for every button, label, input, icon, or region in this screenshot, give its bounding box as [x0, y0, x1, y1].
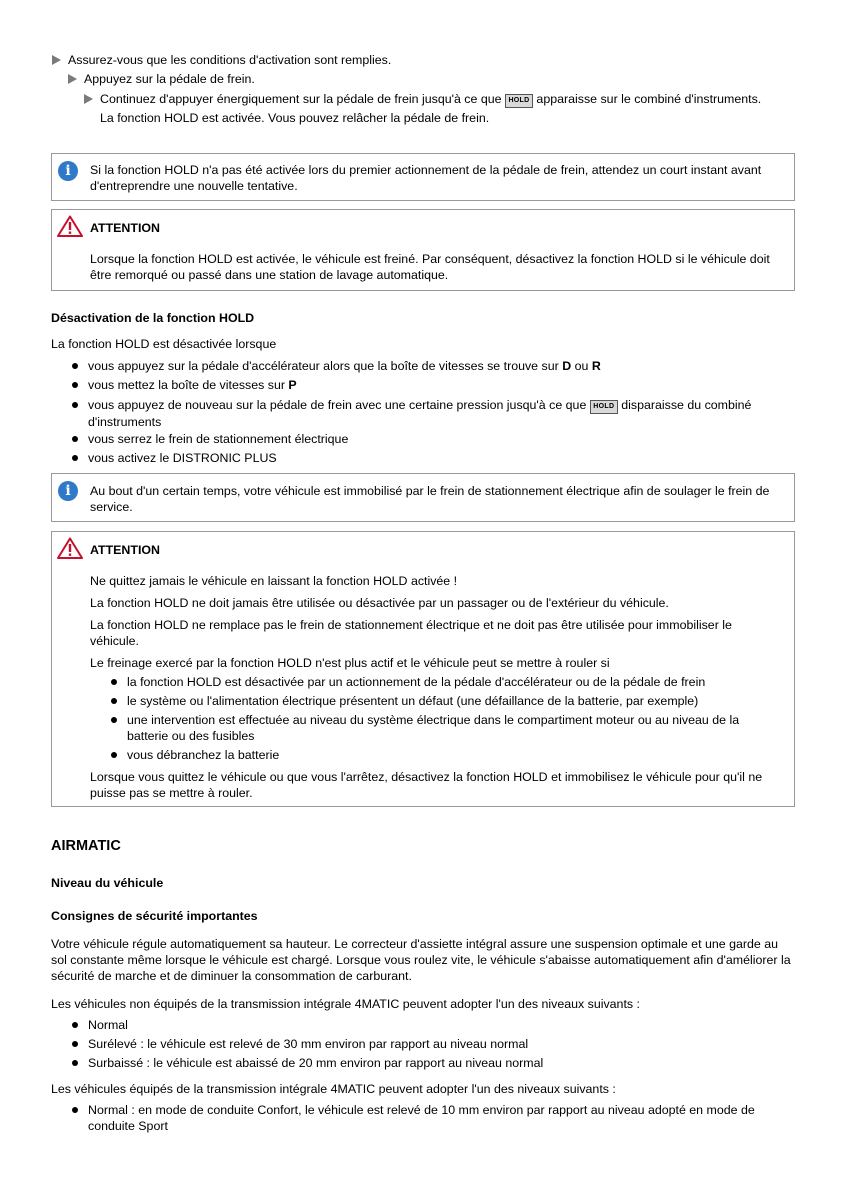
warning-triangle-icon: [57, 215, 83, 237]
list-item-text: Surbaissé : le véhicule est abaissé de 20 mm environ par rapport au niveau normal: [88, 1056, 544, 1070]
arrow-right-icon: [84, 94, 93, 104]
info-icon: i: [58, 161, 78, 181]
list-item: [72, 397, 792, 430]
list-item-text: vous appuyez de nouveau sur la pédale de frein avec une certaine pression jusqu'à ce que: [88, 398, 587, 412]
warning-triangle-icon: [57, 537, 83, 559]
attention-1-title: ATTENTION: [90, 221, 160, 235]
gear-position-r: R: [591, 359, 601, 373]
info-icon: i: [58, 481, 78, 501]
section-heading-deactivation: Désactivation de la fonction HOLD: [51, 311, 255, 325]
airmatic-paragraph-1: Votre véhicule régule automatiquement sa hauteur. Le correcteur d'assiette intégral assure une suspension optimale et une garde au sol constante même lorsque le véhicule est chargé. Lorsque vous roulez vite, le véhicule s'abaisse automatiquement afin d'améliorer la sécurité de marche et de diminuer la consommation de carburant.: [51, 937, 791, 983]
arrow-right-icon: [68, 74, 77, 84]
bullet-icon: [111, 717, 117, 723]
step-3-result: La fonction HOLD est activée. Vous pouvez relâcher la pédale de frein.: [100, 111, 490, 125]
attention-2-p3: La fonction HOLD ne remplace pas le frein de stationnement électrique et ne doit pas être utilisée pour immobiliser le véhicule.: [90, 618, 732, 648]
step-3-text-after: apparaisse sur le combiné d'instruments.: [536, 92, 762, 106]
info-box-1: [51, 153, 795, 201]
list-item-text: Normal : en mode de conduite Confort, le véhicule est relevé de 10 mm environ par rapport au niveau adopté en mode de conduite Sport: [88, 1103, 755, 1133]
list-item-text: Normal: [88, 1018, 128, 1032]
attention-2-p1: Ne quittez jamais le véhicule en laissant la fonction HOLD activée !: [90, 574, 458, 588]
bullet-icon: [72, 455, 78, 461]
bullet-icon: [111, 752, 117, 758]
list-item-text: une intervention est effectuée au niveau du système électrique dans le compartiment moteur ou au niveau de la batterie ou des fusibles: [127, 713, 740, 743]
gear-position-d: D: [562, 359, 572, 373]
list-item-text: ou: [574, 359, 589, 373]
info-box-2-text: Au bout d'un certain temps, votre véhicule est immobilisé par le frein de stationnement électrique afin de soulager le frein de service.: [90, 484, 770, 514]
list-item: [72, 1055, 543, 1071]
bullet-icon: [72, 1060, 78, 1066]
list-item: [111, 747, 279, 763]
list-item: [72, 377, 297, 393]
airmatic-paragraph-2: Les véhicules non équipés de la transmission intégrale 4MATIC peuvent adopter l'un des niveaux suivants :: [51, 997, 640, 1011]
list-item: [72, 450, 277, 466]
info-box-2: [51, 473, 795, 522]
subheading-safety: Consignes de sécurité importantes: [51, 909, 258, 923]
step-1: [52, 52, 391, 68]
bullet-icon: [72, 1041, 78, 1047]
attention-2-p2: La fonction HOLD ne doit jamais être utilisée ou désactivée par un passager ou de l'extérieur du véhicule.: [90, 596, 669, 610]
step-2-text: Appuyez sur la pédale de frein.: [84, 72, 255, 86]
arrow-right-icon: [52, 55, 61, 65]
section-title-airmatic: AIRMATIC: [51, 838, 121, 854]
list-item: [72, 1017, 128, 1033]
bullet-icon: [72, 1022, 78, 1028]
step-2: [68, 71, 255, 87]
bullet-icon: [72, 402, 78, 408]
info-box-1-text: Si la fonction HOLD n'a pas été activée lors du premier actionnement de la pédale de frein, attendez un court instant avant d'entreprendre une nouvelle tentative.: [90, 163, 762, 193]
list-item-text: la fonction HOLD est désactivée par un actionnement de la pédale d'accélérateur ou de la pédale de frein: [127, 675, 706, 689]
bullet-icon: [72, 436, 78, 442]
list-item-text: vous débranchez la batterie: [127, 748, 280, 762]
list-item: [72, 358, 601, 374]
attention-2-p5: Lorsque vous quittez le véhicule ou que vous l'arrêtez, désactivez la fonction HOLD et immobilisez le véhicule pour qu'il ne puisse pas se mettre à rouler.: [90, 770, 763, 800]
list-item-text: Surélevé : le véhicule est relevé de 30 mm environ par rapport au niveau normal: [88, 1037, 529, 1051]
airmatic-paragraph-3: Les véhicules équipés de la transmission intégrale 4MATIC peuvent adopter l'un des niveaux suivants :: [51, 1082, 616, 1096]
gear-position-p: P: [288, 378, 297, 392]
attention-1-text: Lorsque la fonction HOLD est activée, le véhicule est freiné. Par conséquent, désactivez la fonction HOLD si le véhicule doit être remorqué ou passé dans une station de lavage automatique.: [90, 252, 770, 282]
hold-indicator-icon: HOLD: [590, 400, 618, 414]
list-item: [72, 1036, 528, 1052]
subheading-vehicle-level: Niveau du véhicule: [51, 876, 164, 890]
list-item: [111, 674, 705, 690]
list-item-text: d'instruments: [88, 415, 162, 429]
list-item-text: vous mettez la boîte de vitesses sur: [88, 378, 285, 392]
list-item-text: vous activez le DISTRONIC PLUS: [88, 451, 277, 465]
bullet-icon: [72, 1107, 78, 1113]
bullet-icon: [111, 679, 117, 685]
deactivation-intro: La fonction HOLD est désactivée lorsque: [51, 337, 277, 351]
step-1-text: Assurez-vous que les conditions d'activation sont remplies.: [68, 53, 392, 67]
attention-2-p4: Le freinage exercé par la fonction HOLD n'est plus actif et le véhicule peut se mettre à rouler si: [90, 656, 610, 670]
bullet-icon: [72, 382, 78, 388]
attention-2-title: ATTENTION: [90, 543, 160, 557]
list-item-text: vous appuyez sur la pédale d'accélérateur alors que la boîte de vitesses se trouve sur: [88, 359, 559, 373]
attention-box-1: [51, 209, 795, 291]
list-item-text: le système ou l'alimentation électrique présentent un défaut (une défaillance de la batterie, par exemple): [127, 694, 699, 708]
list-item: [72, 431, 348, 447]
hold-indicator-icon: HOLD: [505, 94, 533, 108]
bullet-icon: [72, 363, 78, 369]
step-3-text-before: Continuez d'appuyer énergiquement sur la pédale de frein jusqu'à ce que: [100, 92, 502, 106]
list-item: [111, 693, 698, 709]
list-item-text: disparaisse du combiné: [621, 398, 752, 412]
step-3: [84, 91, 794, 126]
attention-box-2: [51, 531, 795, 807]
list-item: [111, 712, 771, 744]
list-item: [72, 1102, 788, 1134]
bullet-icon: [111, 698, 117, 704]
list-item-text: vous serrez le frein de stationnement électrique: [88, 432, 349, 446]
